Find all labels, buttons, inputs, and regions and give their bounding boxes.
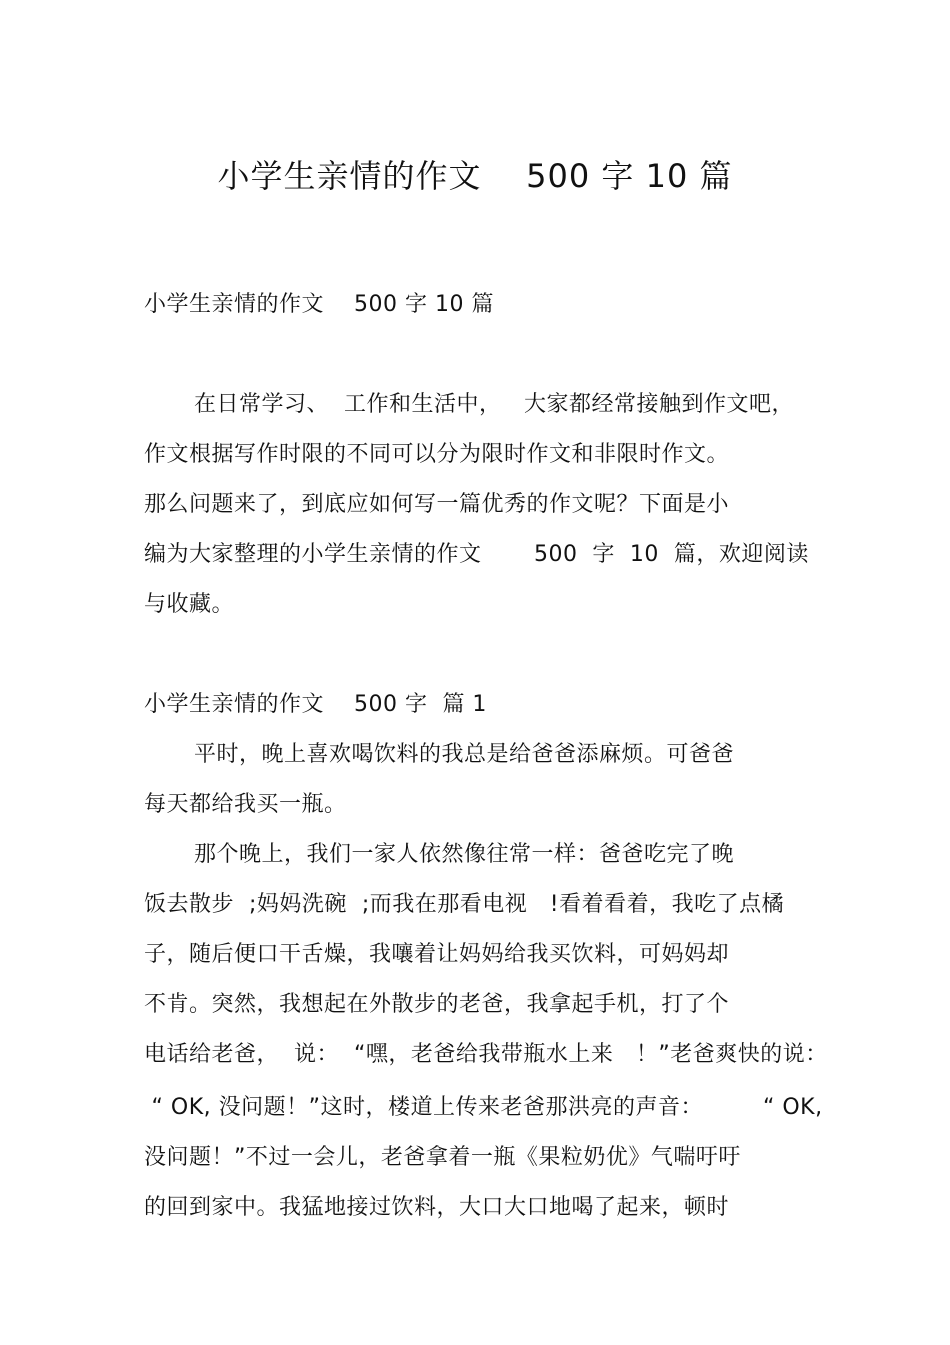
para1-line-2: 每天都给我买一瓶。: [144, 792, 347, 817]
intro-line-1: 在日常学习、 工作和生活中， 大家都经常接触到作文吧，: [194, 392, 794, 417]
para2-line-7: 没问题！”不过一会儿，老爸拿着一瓶《果粒奶优》气喘吁吁: [144, 1145, 741, 1170]
intro-line-3: 那么问题来了，到底应如何写一篇优秀的作文呢？下面是小: [144, 492, 730, 517]
para1-line-1: 平时，晚上喜欢喝饮料的我总是给爸爸添麻烦。可爸爸: [194, 742, 735, 767]
para2-line-6: “ OK, 没问题！”这时，楼道上传来老爸那洪亮的声音： “ OK,: [144, 1095, 823, 1120]
para2-line-5: 电话给老爸， 说： “嘿，老爸给我带瓶水上来 ！”老爸爽快的说：: [144, 1042, 828, 1067]
intro-line-5: 与收藏。: [144, 592, 235, 617]
intro-line-4: 编为大家整理的小学生亲情的作文 500 字 10 篇，欢迎阅读: [144, 542, 809, 567]
document-subtitle: 小学生亲情的作文 500 字 10 篇: [144, 292, 494, 317]
para2-line-2: 饭去散步 ;妈妈洗碗 ;而我在那看电视 !看着看着，我吃了点橘: [144, 892, 785, 917]
para2-line-8: 的回到家中。我猛地接过饮料，大口大口地喝了起来，顿时: [144, 1195, 730, 1220]
intro-line-2: 作文根据写作时限的不同可以分为限时作文和非限时作文。: [144, 442, 730, 467]
document-title: 小学生亲情的作文 500 字 10 篇: [217, 157, 733, 195]
para2-line-3: 子，随后便口干舌燥，我嚷着让妈妈给我买饮料，可妈妈却: [144, 942, 730, 967]
para2-line-1: 那个晚上，我们一家人依然像往常一样：爸爸吃完了晚: [194, 842, 735, 867]
section-heading: 小学生亲情的作文 500 字 篇 1: [144, 692, 487, 717]
para2-line-4: 不肯。突然，我想起在外散步的老爸，我拿起手机，打了个: [144, 992, 730, 1017]
